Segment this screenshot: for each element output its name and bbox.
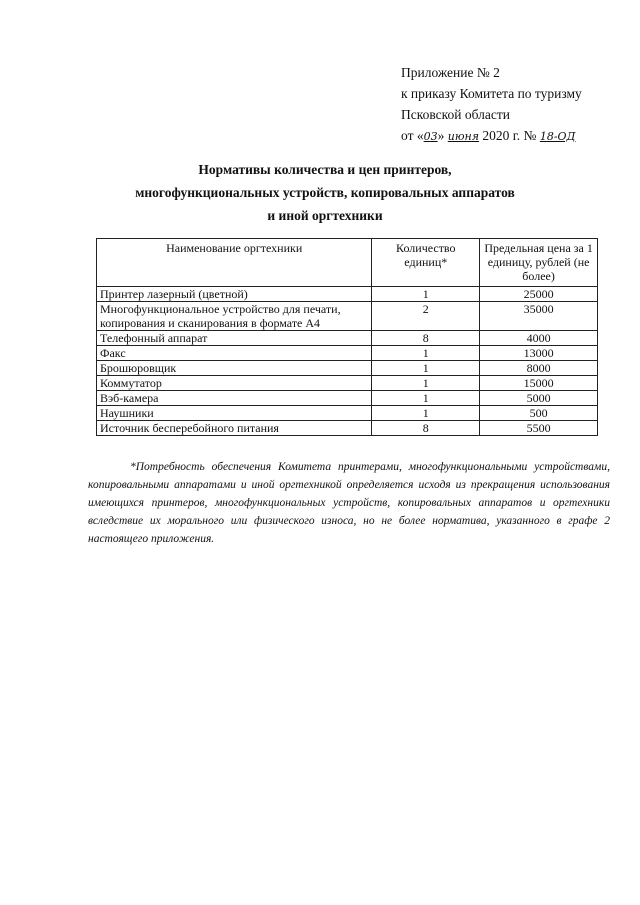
cell-name: Принтер лазерный (цветной)	[97, 287, 372, 302]
table-header-row	[97, 239, 598, 287]
equipment-norms-table	[96, 238, 598, 436]
cell-qty: 8	[372, 421, 480, 436]
handwritten-day: 03	[423, 130, 438, 143]
title-line-2: многофункциональных устройств, копировальных аппаратов	[135, 185, 515, 200]
table-row	[97, 287, 598, 302]
table-row	[97, 302, 598, 331]
cell-name: Факс	[97, 346, 372, 361]
cell-qty: 8	[372, 331, 480, 346]
cell-price: 35000	[480, 302, 598, 331]
annex-date-line	[401, 125, 582, 147]
cell-qty: 1	[372, 391, 480, 406]
header-name: Наименование оргтехники	[97, 239, 372, 287]
annex-order-ref: к приказу Комитета по туризму	[401, 86, 582, 101]
cell-price: 5500	[480, 421, 598, 436]
date-prefix: от «	[401, 128, 424, 143]
handwritten-month: июня	[447, 130, 480, 143]
cell-name: Телефонный аппарат	[97, 331, 372, 346]
date-mid: »	[437, 128, 448, 143]
annex-block	[401, 62, 582, 147]
cell-qty: 1	[372, 287, 480, 302]
cell-price: 15000	[480, 376, 598, 391]
header-price: Предельная цена за 1 единицу, рублей (не более)	[480, 239, 598, 287]
cell-name: Наушники	[97, 406, 372, 421]
table-row	[97, 406, 598, 421]
cell-price: 5000	[480, 391, 598, 406]
handwritten-number: 18-ОД	[539, 130, 576, 143]
cell-qty: 1	[372, 376, 480, 391]
date-year: 2020 г. №	[479, 128, 540, 143]
table-row	[97, 331, 598, 346]
table-row	[97, 421, 598, 436]
footnote-text: *Потребность обеспечения Комитета принтерами, многофункциональными устройствами, копировальными аппаратами и иной оргтехникой определяется исходя из прекращения использования имеющихся принтеров, многофункциональных устройств, копировальных аппаратов и оргтехники вследствие их морального или физического износа, но не более норматива, указанного в графе 2 настоящего приложения.	[88, 461, 610, 545]
cell-name: Коммутатор	[97, 376, 372, 391]
table-row	[97, 376, 598, 391]
table-row	[97, 361, 598, 376]
footnote	[88, 458, 610, 548]
header-qty: Количество единиц*	[372, 239, 480, 287]
cell-price: 25000	[480, 287, 598, 302]
cell-price: 500	[480, 406, 598, 421]
cell-name: Брошюровщик	[97, 361, 372, 376]
annex-title: Приложение № 2	[401, 65, 500, 80]
cell-price: 8000	[480, 361, 598, 376]
cell-qty: 1	[372, 361, 480, 376]
title-line-3: и иной оргтехники	[267, 208, 383, 223]
title-line-1: Нормативы количества и цен принтеров,	[198, 162, 452, 177]
cell-qty: 2	[372, 302, 480, 331]
cell-name: Источник бесперебойного питания	[97, 421, 372, 436]
cell-price: 4000	[480, 331, 598, 346]
cell-name: Многофункциональное устройство для печати, копирования и сканирования в формате А4	[97, 302, 372, 331]
table-row	[97, 391, 598, 406]
document-title	[90, 158, 560, 227]
annex-region: Псковской области	[401, 107, 511, 122]
cell-price: 13000	[480, 346, 598, 361]
cell-name: Вэб-камера	[97, 391, 372, 406]
table-row	[97, 346, 598, 361]
cell-qty: 1	[372, 406, 480, 421]
cell-qty: 1	[372, 346, 480, 361]
